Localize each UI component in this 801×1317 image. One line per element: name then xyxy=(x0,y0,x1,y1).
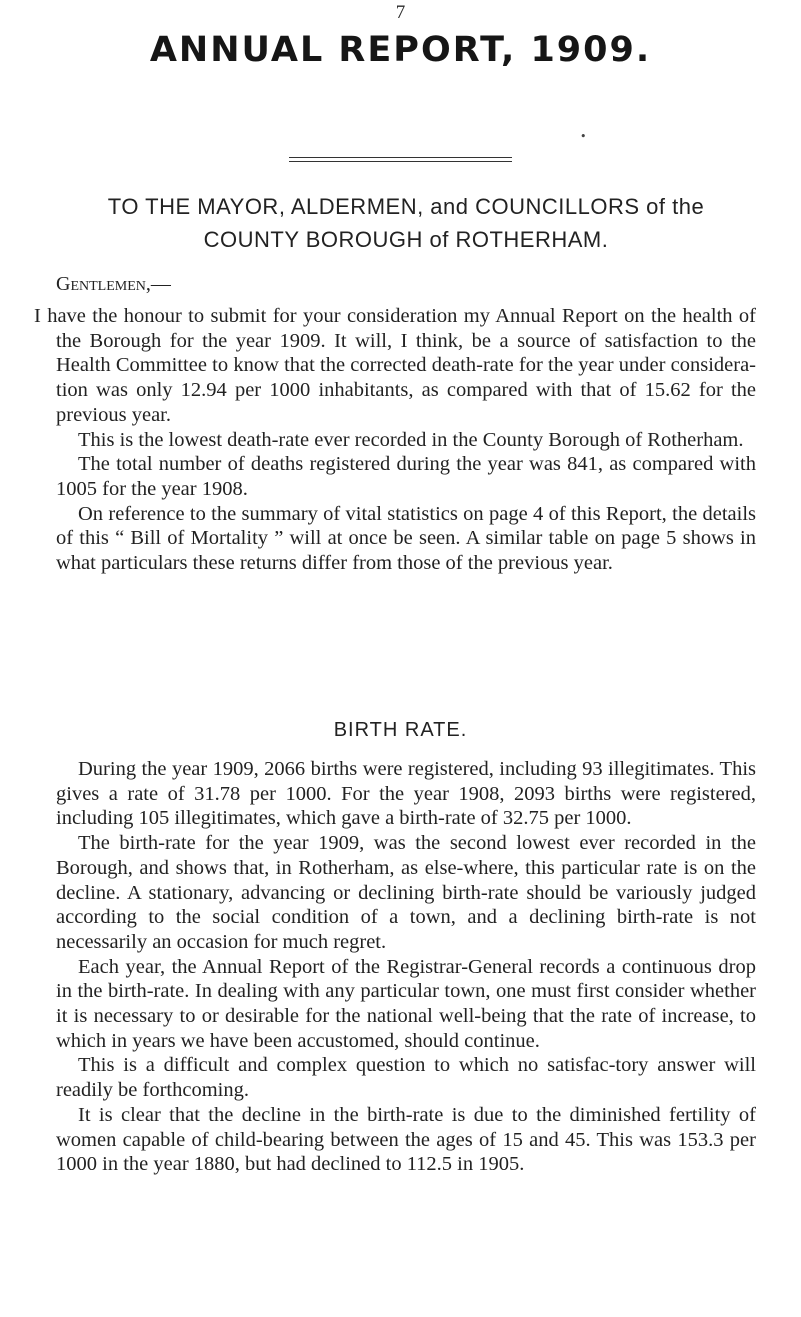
birth-paragraph-3: Each year, the Annual Report of the Registrar-General records a continuous drop in the birth-rate. In dealing with any particular town, one must first consider whether it is necessary to or desirable for the national well-being that the rate of increase, to which in years we have been accustomed, should continue. xyxy=(56,955,756,1052)
birth-paragraph-1: During the year 1909, 2066 births were registered, including 93 illegitimates. This gives a rate of 31.78 per 1000. For the year 1908, 2093 births were registered, including 105 illegitimates, which gave a birth-rate of 32.75 per 1000. xyxy=(56,758,756,830)
intro-section xyxy=(34,304,756,576)
ornament-dot: • xyxy=(580,130,587,143)
birth-paragraph-4: This is a difficult and complex question to which no satisfac-tory answer will readily be forthcoming. xyxy=(56,1054,756,1102)
birth-paragraph-5: It is clear that the decline in the birth-rate is due to the diminished fertility of women capable of child-bearing between the ages of 15 and 45. This was 153.3 per 1000 in the year 1880, but had declined to 112.5 in 1905. xyxy=(56,1103,756,1176)
address-block xyxy=(56,190,756,256)
birth-rate-section xyxy=(56,757,756,1177)
intro-paragraph-1: I have the honour to submit for your consideration my Annual Report on the health of the Borough for the year 1909. It will, I think, be a source of satisfaction to the Health Committee to know that the corrected death-rate for the year under considera-tion was only 12.94 per 1000 inhabitants, as compared with that of 15.62 for the previous year. xyxy=(34,305,756,426)
report-title: ANNUAL REPORT, 1909. xyxy=(149,30,652,70)
birth-paragraph-2: The birth-rate for the year 1909, was the second lowest ever recorded in the Borough, and shows that, in Rotherham, as else-where, this particular rate is on the decline. A stationary, advancing or declining birth-rate should be variously judged according to the social condition of a town, and a declining birth-rate is not necessarily an occasion for much regret. xyxy=(56,832,756,953)
intro-paragraph-2: This is the lowest death-rate ever recorded in the County Borough of Rotherham. xyxy=(78,428,744,451)
address-line-1: TO THE MAYOR, ALDERMEN, and COUNCILLORS of the xyxy=(107,194,705,219)
address-line-2: COUNTY BOROUGH of ROTHERHAM. xyxy=(203,227,609,252)
intro-paragraph-3: The total number of deaths registered during the year was 841, as compared with 1005 for the year 1908. xyxy=(56,453,756,500)
intro-paragraph-4: On reference to the summary of vital statistics on page 4 of this Report, the details of this “ Bill of Mortality ” will at once be seen. A similar table on page 5 shows in what particulars these returns differ from those of the previous year. xyxy=(56,502,756,575)
title-rule xyxy=(289,157,512,158)
salutation: Gentlemen,— xyxy=(56,273,171,295)
section-heading-birth-rate: BIRTH RATE. xyxy=(333,719,468,741)
title-rule-lower xyxy=(289,161,512,162)
page-number: 7 xyxy=(395,2,406,23)
